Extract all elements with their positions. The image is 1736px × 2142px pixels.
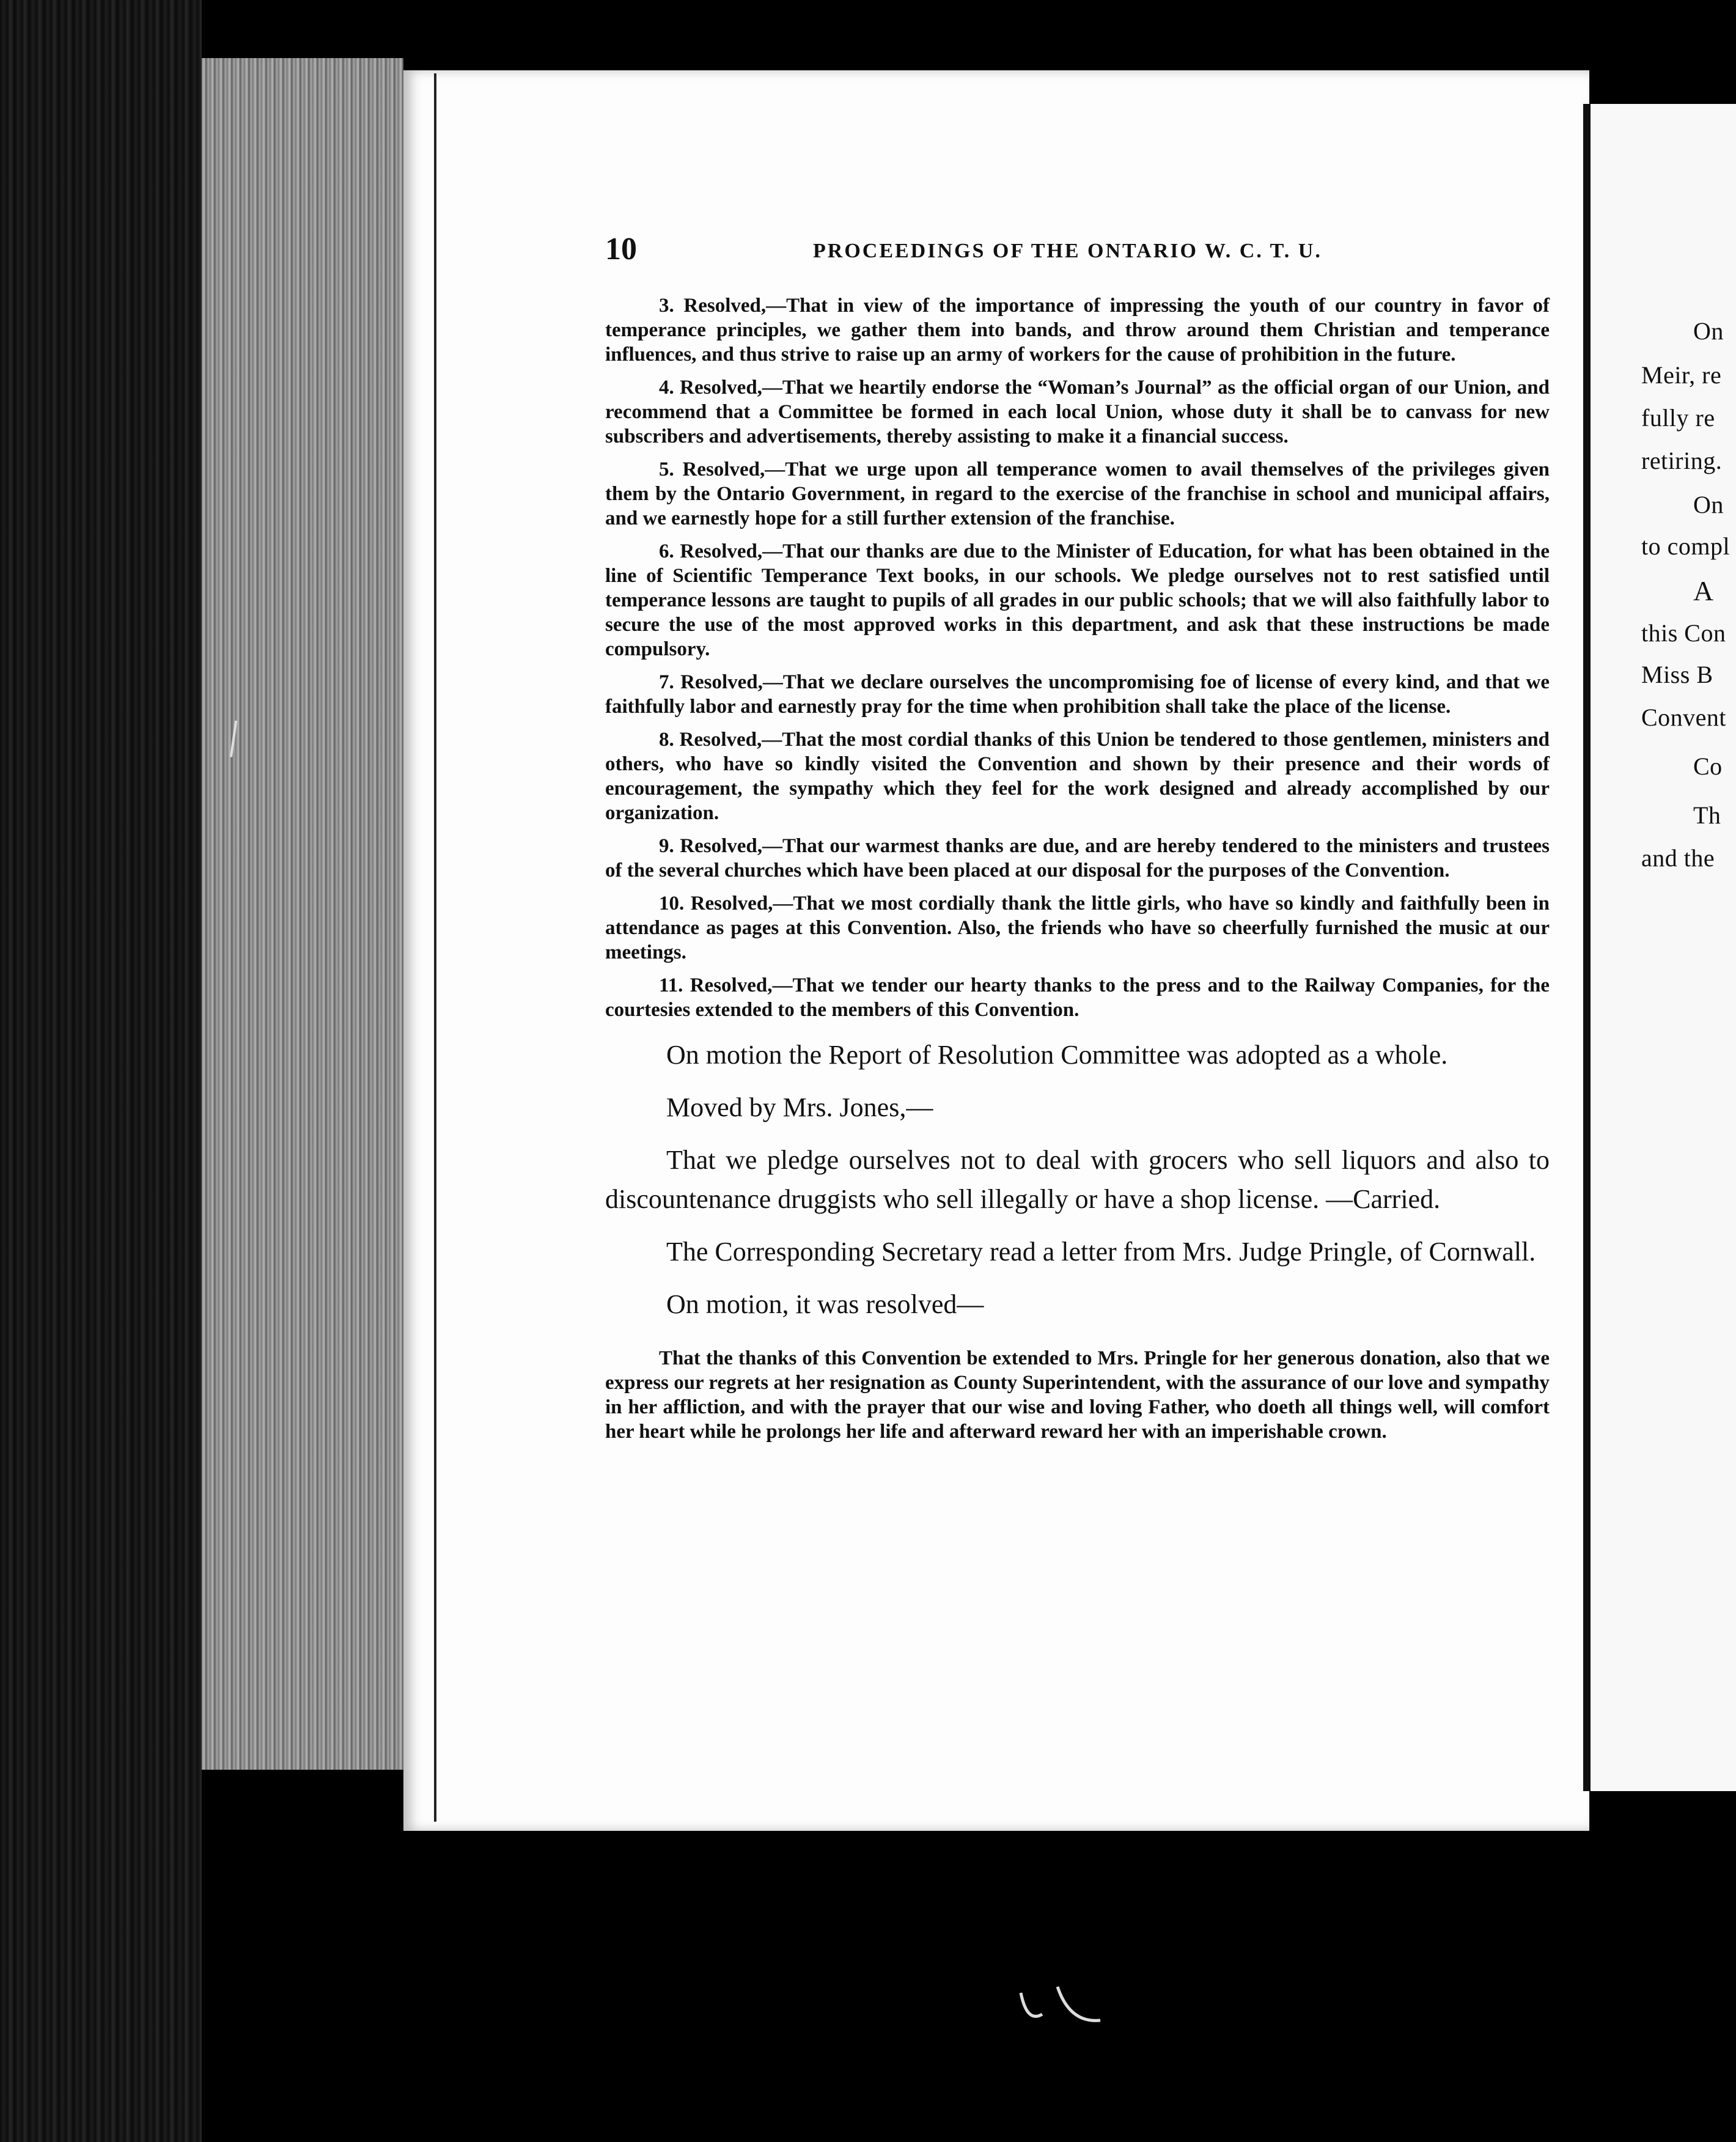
page-body [605, 293, 1550, 1464]
right-page-line: Co [1693, 753, 1723, 780]
right-page-gutter [1583, 104, 1591, 1791]
motion-adopted: On motion the Report of Resolution Committee was adopted as a whole. [666, 1040, 1448, 1070]
moved-by: Moved by Mrs. Jones,— [666, 1092, 933, 1122]
page-border [434, 73, 436, 1822]
resolution-9: 9. Resolved,—That our warmest thanks are due, and are hereby tendered to the ministers and trustees of the several churches which have been placed at our disposal for the purposes of the Convention. [605, 835, 1550, 881]
running-head: PROCEEDINGS OF THE ONTARIO W. C. T. U. [813, 240, 1322, 262]
resolution-8: 8. Resolved,—That the most cordial thanks of this Union be tendered to those gentlemen, ministers and others, who have so kindly visited the Convention and shown by their presence and their words of encouragement, the sympathy which they feel for the work designed and already accomplished by our organization. [605, 729, 1550, 824]
book-spine [0, 0, 202, 2142]
thanks-resolution: That the thanks of this Convention be extended to Mrs. Pringle for her generous donation, also that we express our regrets at her resignation as County Superintendent, with the assurance of our love and sympathy in her affliction, and with the prayer that our wise and loving Father, who doeth all things well, will comfort her heart while he prolongs her life and afterward reward her with an imperishable crown. [605, 1347, 1550, 1443]
resolution-3: 3. Resolved,—That in view of the importance of impressing the youth of our country in favor of temperance principles, we gather them into bands, and throw around them Christian and temperance influences, and thus strive to raise up an army of workers for the cause of prohibition in the future. [605, 295, 1550, 366]
resolution-6: 6. Resolved,—That our thanks are due to the Minister of Education, for what has been obtained in the line of Scientific Temperance Text books, in our schools. We pledge ourselves not to rest satisfied until temperance lessons are taught to pupils of all grades in our public schools; that we will also faithfully labor to secure the use of the most approved works in this department, and ask that these instructions be made compulsory. [605, 540, 1550, 660]
right-page-line: this Con [1641, 619, 1726, 647]
right-page-line: retiring. [1641, 447, 1723, 474]
right-page-line: Meir, re [1641, 361, 1722, 389]
resolution-10: 10. Resolved,—That we most cordially thank the little girls, who have so kindly and faithfully been in attendance as pages at this Convention. Also, the friends who have so cheerfully furnished the music at our meetings. [605, 892, 1550, 963]
page-edges [202, 58, 403, 1770]
motion-resolved: On motion, it was resolved— [666, 1289, 984, 1319]
right-page-line: to compl [1641, 532, 1730, 560]
right-page-line: On [1693, 317, 1724, 345]
pledge-motion: That we pledge ourselves not to deal with grocers who sell liquors and also to discountenance druggists who sell illegally or have a shop license. —Carried. [605, 1145, 1550, 1214]
right-page-line: and the [1641, 844, 1715, 872]
resolution-11: 11. Resolved,—That we tender our hearty thanks to the press and to the Railway Companies, for the courtesies extended to the members of this Convention. [605, 974, 1550, 1021]
resolution-5: 5. Resolved,—That we urge upon all temperance women to avail themselves of the privileges given them by the Ontario Government, in regard to the exercise of the franchise in school and municipal affairs, and we earnestly hope for a still further extension of the franchise. [605, 458, 1550, 529]
page-number: 10 [605, 232, 637, 267]
right-page-line: On [1693, 491, 1724, 518]
letter-read: The Corresponding Secretary read a letter from Mrs. Judge Pringle, of Cornwall. [666, 1237, 1536, 1267]
resolution-4: 4. Resolved,—That we heartily endorse the “Woman’s Journal” as the official organ of our Union, and recommend that a Committee be formed in each local Union, whose duty it shall be to canvass for new subscribers and advertisements, thereby assisting to make it a financial success. [605, 377, 1550, 447]
right-page-line: A [1693, 575, 1714, 606]
right-page-line: fully re [1641, 404, 1715, 432]
right-page-line: Convent [1641, 704, 1727, 731]
right-page [1583, 104, 1736, 1791]
page-header [605, 231, 1553, 268]
pencil-mark-icon [1015, 1981, 1143, 2030]
resolution-7: 7. Resolved,—That we declare ourselves the uncompromising foe of license of every kind, and that we faithfully labor and earnestly pray for the time when prohibition shall take the place of the license. [605, 671, 1550, 718]
right-page-line: Miss B [1641, 661, 1713, 688]
right-page-line: Th [1693, 801, 1721, 829]
